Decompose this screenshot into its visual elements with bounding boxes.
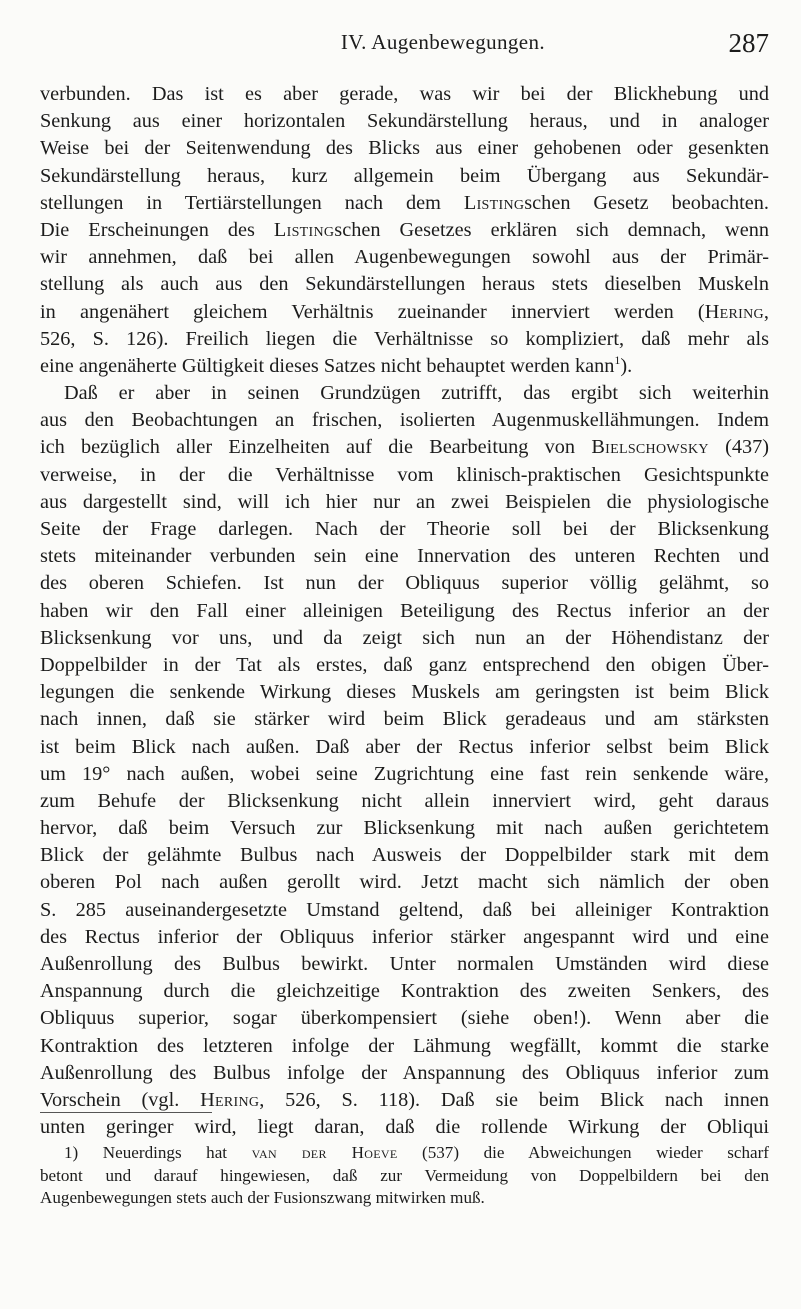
- text-line: verbunden. Das ist es aber gerade, was wir bei der Blickhebung und: [40, 83, 769, 105]
- text-line: Obliquus superior, sogar überkompensiert (siehe oben!). Wenn aber die: [40, 1007, 769, 1030]
- text-line: des oberen Schiefen. Ist nun der Obliquus superior völlig gelähmt, so: [40, 572, 769, 595]
- text-line: Sekundärstellung heraus, kurz allgemein beim Übergang aus Sekundär-: [40, 164, 769, 187]
- text-line: aus dargestellt sind, will ich hier nur an zwei Beispielen die physiologische: [40, 490, 769, 513]
- text-line: Doppelbilder in der Tat als erstes, daß ganz entsprechend den obigen Über-: [40, 653, 769, 676]
- text-line: Kontraktion des letzteren infolge der Lähmung wegfällt, kommt die starke: [40, 1034, 769, 1057]
- text-line: Vorschein (vgl. Hering, 526, S. 118). Daß sie beim Blick nach innen: [40, 1088, 769, 1111]
- text-line: Blick der gelähmte Bulbus nach Ausweis der Doppelbilder stark mit dem: [40, 844, 769, 867]
- text-line: stellungen in Tertiärstellungen nach dem Listingschen Gesetz beobachten.: [40, 191, 769, 214]
- author-name: Listing: [463, 191, 525, 214]
- text-line: Außenrollung des Bulbus infolge der Anspannung des Obliquus inferior zum: [40, 1061, 769, 1084]
- text-line: S. 285 auseinandergesetzte Umstand geltend, daß bei alleiniger Kontraktion: [40, 898, 769, 921]
- text-line: Außenrollung des Bulbus bewirkt. Unter normalen Umständen wird diese: [40, 953, 769, 975]
- text-line: Anspannung durch die gleichzeitige Kontraktion des zweiten Senkers, des: [40, 980, 769, 1003]
- text-line: legungen die senkende Wirkung dieses Muskels am geringsten ist beim Blick: [40, 681, 769, 704]
- text-line: Weise bei der Seitenwendung des Blicks aus einer gehobenen oder gesenkten: [40, 137, 769, 160]
- running-header: [117, 20, 769, 58]
- text-line: zum Behufe der Blicksenkung nicht allein innerviert wird, geht daraus: [40, 789, 769, 812]
- text-line: 526, S. 126). Freilich liegen die Verhältnisse so kompliziert, daß mehr als: [40, 327, 769, 350]
- text-line: Seite der Frage darlegen. Nach der Theorie soll bei der Blicksenkung: [40, 518, 769, 540]
- text-line: Senkung aus einer horizontalen Sekundärstellung heraus, und in analoger: [40, 110, 769, 133]
- text-line: in angenähert gleichem Verhältnis zueinander innerviert werden (Hering,: [40, 300, 769, 323]
- text-line: ist beim Blick nach außen. Daß aber der Rectus inferior selbst beim Blick: [40, 735, 769, 758]
- footnote-line: Augenbewegungen stets auch der Fusionszwang mitwirken muß.: [40, 1188, 485, 1207]
- page-number: 287: [728, 28, 769, 58]
- text-line: ich bezüglich aller Einzelheiten auf die Bearbeitung von Bielschowsky (437): [40, 436, 770, 459]
- text-line: Blicksenkung vor uns, und da zeigt sich nun an der Höhendistanz der: [40, 626, 769, 649]
- text-line: hervor, daß beim Versuch zur Blicksenkung mit nach außen gerichtetem: [40, 817, 769, 840]
- text-line: haben wir den Fall einer alleinigen Beteiligung des Rectus inferior an der: [40, 599, 769, 622]
- author-name: Bielschowsky: [591, 436, 709, 459]
- text-line: verweise, in der die Verhältnisse vom klinisch-praktischen Gesichtspunkte: [40, 463, 769, 486]
- text-line: aus den Beobachtungen an frischen, isolierten Augenmuskellähmungen. Indem: [40, 409, 769, 432]
- text-line: eine angenäherte Gültigkeit dieses Satzes nicht behauptet werden kann$^1$).: [40, 353, 633, 377]
- footnote-marker: 1: [614, 353, 621, 368]
- text-line: wir annehmen, daß bei allen Augenbewegungen sowohl aus der Primär-: [40, 246, 769, 269]
- text-line: Daß er aber in seinen Grundzügen zutrifft, das ergibt sich weiterhin: [64, 382, 769, 405]
- body-text: [40, 81, 769, 1141]
- text-line: nach innen, daß sie stärker wird beim Blick geradeaus und am stärksten: [40, 708, 769, 731]
- footnote-divider: [40, 1112, 212, 1113]
- footnote: [40, 1142, 769, 1210]
- footnote-line: 1) Neuerdings hat van der Hoeve (537) die Abweichungen wieder scharf: [64, 1143, 769, 1162]
- author-name: van der Hoeve: [251, 1143, 398, 1162]
- footnote-line: betont und darauf hingewiesen, daß zur Vermeidung von Doppelbildern bei den: [40, 1165, 769, 1185]
- text-line: stellung als auch aus den Sekundärstellungen heraus stets dieselben Muskeln: [40, 273, 769, 296]
- text-line: Die Erscheinungen des Listingschen Gesetzes erklären sich demnach, wenn: [40, 218, 769, 241]
- text-line: unten geringer wird, liegt daran, daß die rollende Wirkung der Obliqui: [40, 1116, 769, 1139]
- text-line: stets miteinander verbunden sein eine Innervation des unteren Rechten und: [40, 545, 769, 568]
- author-name: Hering: [704, 300, 764, 323]
- chapter-title: IV. Augenbewegungen.: [340, 30, 546, 54]
- text-line: oberen Pol nach außen gerollt wird. Jetzt macht sich nämlich der oben: [40, 871, 769, 894]
- text-line: des Rectus inferior der Obliquus inferior stärker angespannt wird und eine: [40, 925, 769, 948]
- author-name: Hering: [200, 1088, 260, 1111]
- text-line: um 19° nach außen, wobei seine Zugrichtung eine fast rein senkende wäre,: [40, 762, 769, 785]
- author-name: Listing: [273, 218, 335, 241]
